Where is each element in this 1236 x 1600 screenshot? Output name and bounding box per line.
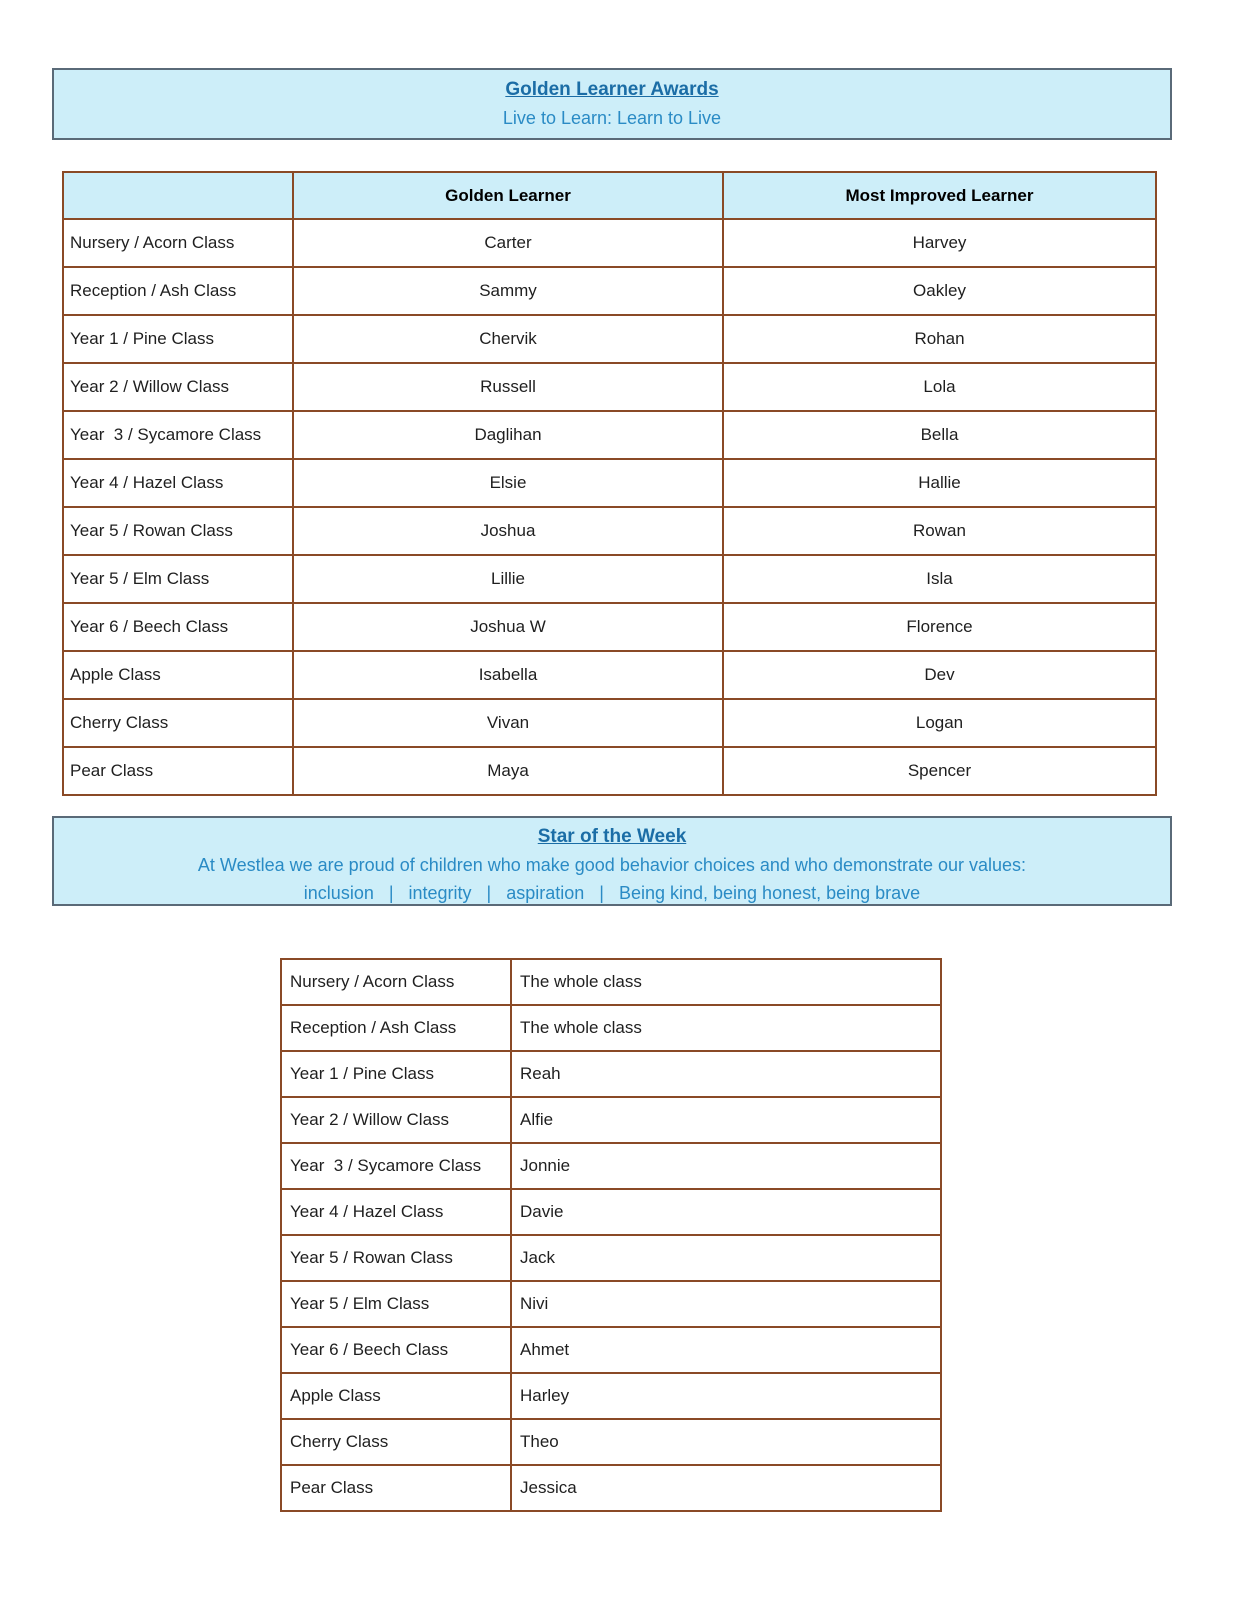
awards-header-most-improved: Most Improved Learner xyxy=(723,172,1156,219)
table-row xyxy=(281,1327,941,1373)
awards-header-class xyxy=(63,172,293,219)
golden-learner-cell: Carter xyxy=(293,219,723,267)
table-row xyxy=(63,219,1156,267)
star-cell: Jonnie xyxy=(511,1143,941,1189)
class-cell: Year 3 / Sycamore Class xyxy=(281,1143,511,1189)
table-row xyxy=(281,1281,941,1327)
table-row xyxy=(63,603,1156,651)
class-cell: Cherry Class xyxy=(63,699,293,747)
table-row xyxy=(281,1419,941,1465)
star-cell: Harley xyxy=(511,1373,941,1419)
table-row xyxy=(63,699,1156,747)
most-improved-cell: Isla xyxy=(723,555,1156,603)
class-cell: Year 5 / Elm Class xyxy=(281,1281,511,1327)
table-row xyxy=(63,315,1156,363)
class-cell: Pear Class xyxy=(281,1465,511,1511)
star-cell: Alfie xyxy=(511,1097,941,1143)
class-cell: Year 5 / Rowan Class xyxy=(63,507,293,555)
most-improved-cell: Logan xyxy=(723,699,1156,747)
class-cell: Year 1 / Pine Class xyxy=(63,315,293,363)
class-cell: Reception / Ash Class xyxy=(63,267,293,315)
class-cell: Apple Class xyxy=(281,1373,511,1419)
class-cell: Apple Class xyxy=(63,651,293,699)
class-cell: Nursery / Acorn Class xyxy=(281,959,511,1005)
star-cell: Ahmet xyxy=(511,1327,941,1373)
class-cell: Year 6 / Beech Class xyxy=(281,1327,511,1373)
star-cell: Theo xyxy=(511,1419,941,1465)
awards-header-golden-learner: Golden Learner xyxy=(293,172,723,219)
most-improved-cell: Florence xyxy=(723,603,1156,651)
star-banner-title: Star of the Week xyxy=(537,826,687,847)
table-row xyxy=(281,1189,941,1235)
star-cell: The whole class xyxy=(511,959,941,1005)
class-cell: Year 1 / Pine Class xyxy=(281,1051,511,1097)
golden-learner-cell: Joshua W xyxy=(293,603,723,651)
table-row xyxy=(281,1005,941,1051)
golden-learner-cell: Vivan xyxy=(293,699,723,747)
table-row xyxy=(281,1465,941,1511)
table-row xyxy=(281,1373,941,1419)
golden-learner-cell: Daglihan xyxy=(293,411,723,459)
most-improved-cell: Harvey xyxy=(723,219,1156,267)
class-cell: Year 3 / Sycamore Class xyxy=(63,411,293,459)
awards-header-row xyxy=(63,172,1156,219)
table-row xyxy=(63,507,1156,555)
golden-learner-banner xyxy=(52,68,1172,140)
class-cell: Year 4 / Hazel Class xyxy=(281,1189,511,1235)
most-improved-cell: Spencer xyxy=(723,747,1156,795)
golden-learner-cell: Sammy xyxy=(293,267,723,315)
golden-learner-cell: Maya xyxy=(293,747,723,795)
star-cell: Jack xyxy=(511,1235,941,1281)
class-cell: Year 6 / Beech Class xyxy=(63,603,293,651)
class-cell: Cherry Class xyxy=(281,1419,511,1465)
class-cell: Reception / Ash Class xyxy=(281,1005,511,1051)
class-cell: Year 2 / Willow Class xyxy=(281,1097,511,1143)
star-cell: Reah xyxy=(511,1051,941,1097)
class-cell: Nursery / Acorn Class xyxy=(63,219,293,267)
most-improved-cell: Bella xyxy=(723,411,1156,459)
golden-learner-cell: Russell xyxy=(293,363,723,411)
table-row xyxy=(63,267,1156,315)
table-row xyxy=(281,1143,941,1189)
star-of-the-week-table xyxy=(280,958,942,1512)
most-improved-cell: Lola xyxy=(723,363,1156,411)
most-improved-cell: Oakley xyxy=(723,267,1156,315)
table-row xyxy=(63,363,1156,411)
golden-learner-cell: Joshua xyxy=(293,507,723,555)
table-row xyxy=(281,959,941,1005)
golden-learner-cell: Isabella xyxy=(293,651,723,699)
star-cell: Jessica xyxy=(511,1465,941,1511)
table-row xyxy=(63,747,1156,795)
table-row xyxy=(63,459,1156,507)
table-row xyxy=(63,651,1156,699)
star-cell: Nivi xyxy=(511,1281,941,1327)
star-of-the-week-banner xyxy=(52,816,1172,906)
golden-learner-banner-title: Golden Learner Awards xyxy=(505,79,719,100)
most-improved-cell: Hallie xyxy=(723,459,1156,507)
golden-learner-banner-subtitle: Live to Learn: Learn to Live xyxy=(502,108,722,128)
class-cell: Year 5 / Elm Class xyxy=(63,555,293,603)
table-row xyxy=(281,1051,941,1097)
class-cell: Year 2 / Willow Class xyxy=(63,363,293,411)
star-cell: Davie xyxy=(511,1189,941,1235)
most-improved-cell: Rohan xyxy=(723,315,1156,363)
table-row xyxy=(63,555,1156,603)
class-cell: Year 5 / Rowan Class xyxy=(281,1235,511,1281)
golden-learner-cell: Lillie xyxy=(293,555,723,603)
class-cell: Pear Class xyxy=(63,747,293,795)
table-row xyxy=(63,411,1156,459)
awards-table xyxy=(62,171,1157,796)
most-improved-cell: Dev xyxy=(723,651,1156,699)
star-banner-values-intro: At Westlea we are proud of children who make good behavior choices and who demonstrate our values: xyxy=(197,855,1027,875)
star-cell: The whole class xyxy=(511,1005,941,1051)
table-row xyxy=(281,1097,941,1143)
most-improved-cell: Rowan xyxy=(723,507,1156,555)
golden-learner-cell: Elsie xyxy=(293,459,723,507)
table-row xyxy=(281,1235,941,1281)
class-cell: Year 4 / Hazel Class xyxy=(63,459,293,507)
golden-learner-cell: Chervik xyxy=(293,315,723,363)
star-banner-values-list: inclusion | integrity | aspiration | Being kind, being honest, being brave xyxy=(303,883,921,903)
